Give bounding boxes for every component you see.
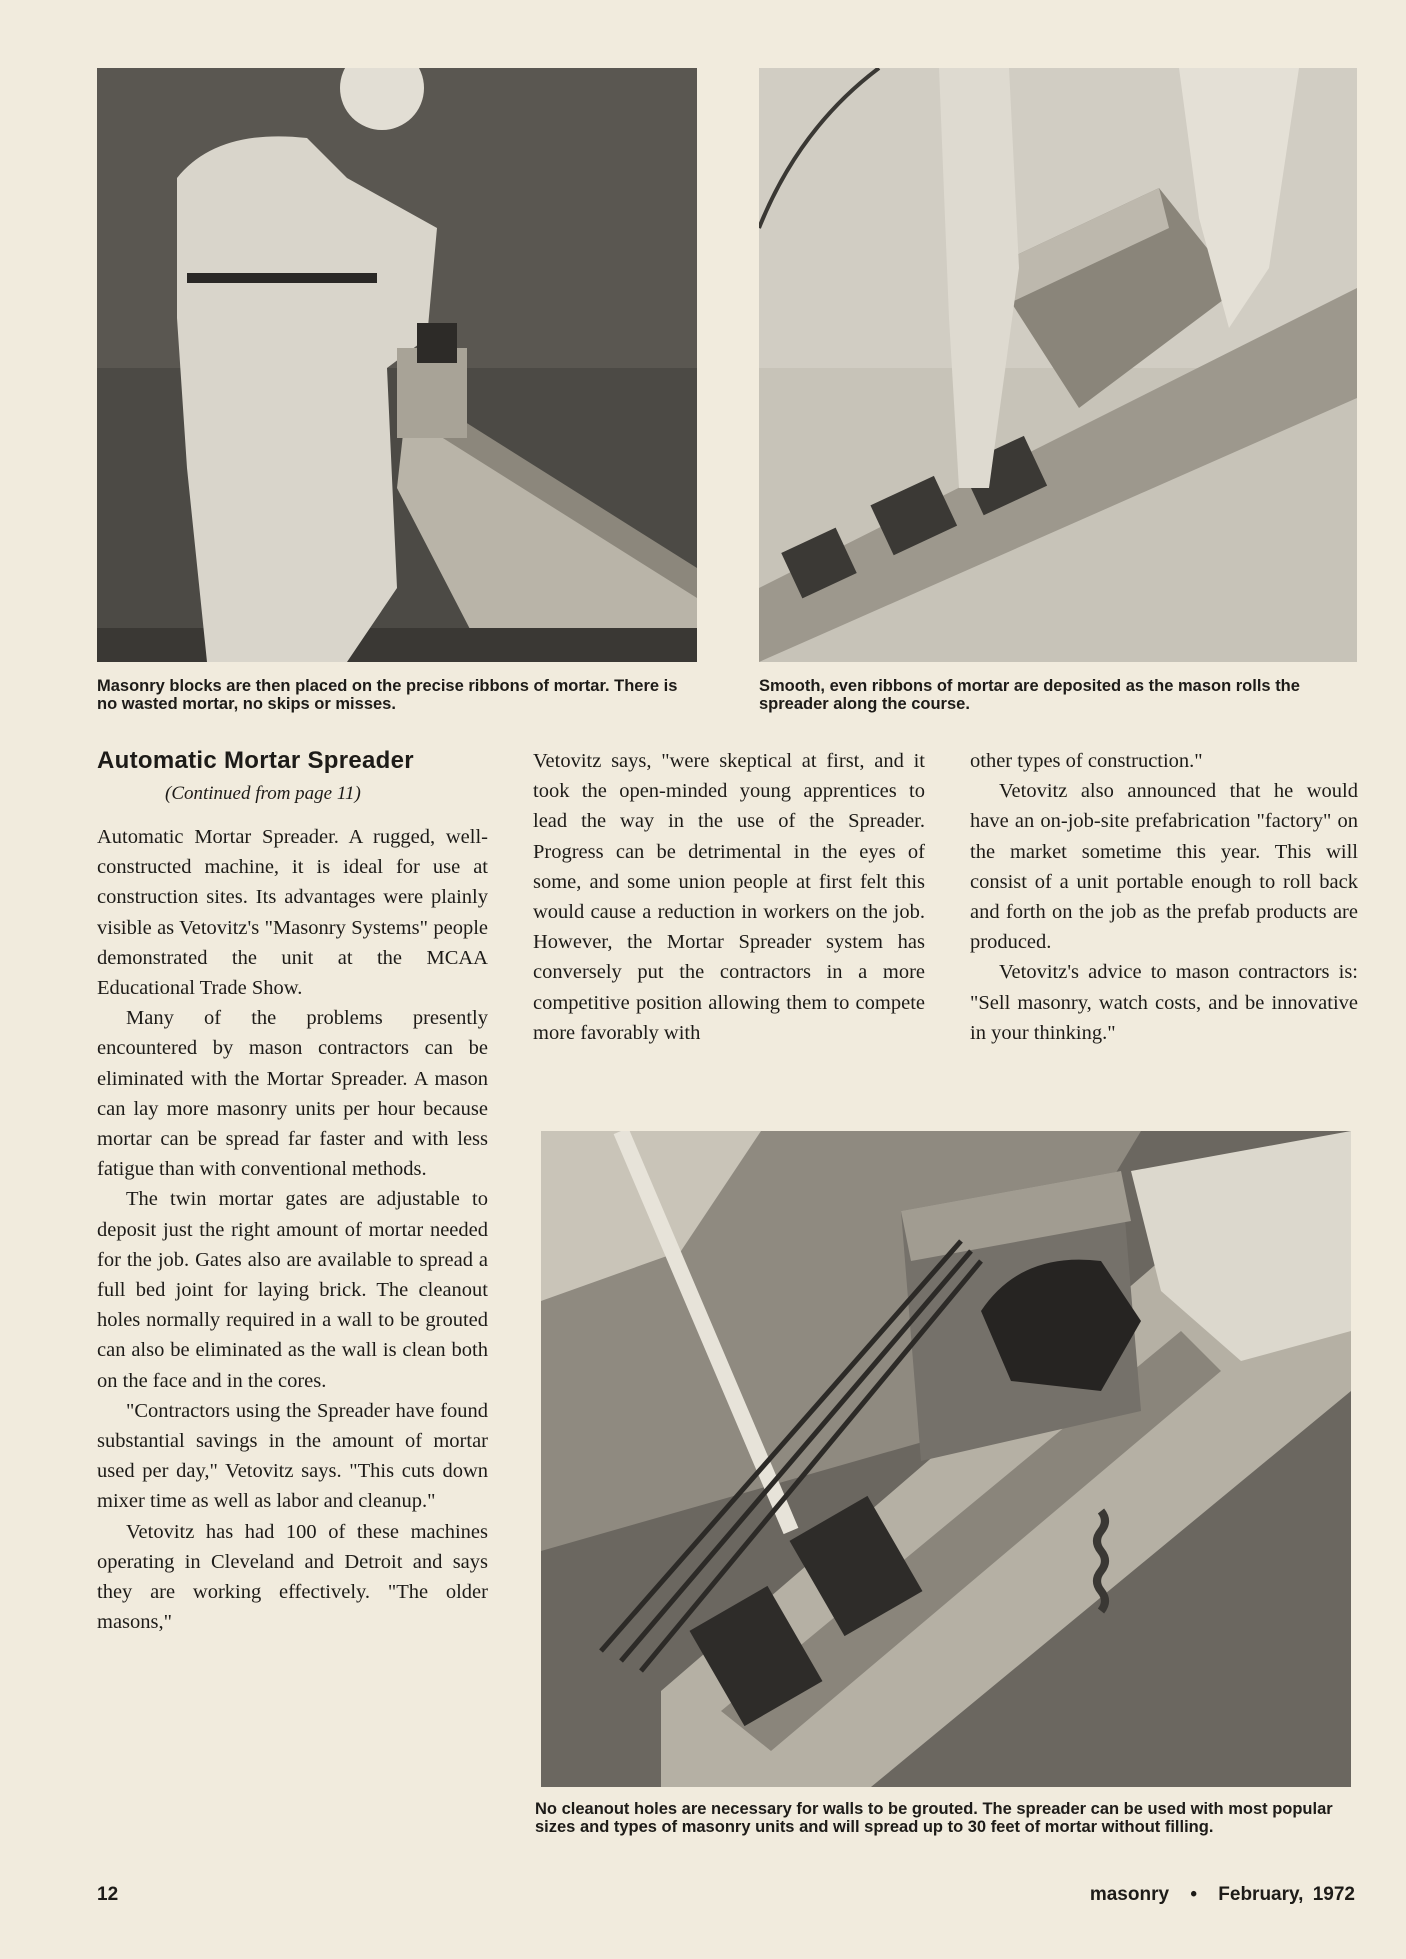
article-column-3 (970, 746, 1358, 1048)
magazine-name: masonry (1089, 1884, 1170, 1905)
article-title: Automatic Mortar Spreader (97, 747, 414, 774)
photo-caption: Masonry blocks are then placed on the precise ribbons of mortar. There is no wasted mortar, no skips or misses. (97, 677, 678, 713)
page-number: 12 (97, 1884, 119, 1905)
photo-caption: No cleanout holes are necessary for walls to be grouted. The spreader can be used with most popular sizes and types of masonry units and will spread up to 30 feet of mortar without filling. (535, 1800, 1333, 1836)
paragraph: "Contractors using the Spreader have found substantial savings in the amount of mortar used per day," Vetovitz says. "This cuts down mixer time as well as labor and cleanup." (97, 1399, 488, 1513)
continued-note: (Continued from page 11) (165, 783, 361, 804)
footer-publication (1090, 1884, 1355, 1906)
photo-mason-placing-blocks (97, 68, 697, 662)
issue-date: February, 1972 (1218, 1884, 1355, 1905)
article-column-2 (533, 746, 925, 1048)
paragraph: Vetovitz's advice to mason contractors is: "Sell masonry, watch costs, and be innovative in your thinking." (970, 961, 1358, 1044)
photo-caption: Smooth, even ribbons of mortar are deposited as the mason rolls the spreader along the course. (759, 677, 1300, 713)
paragraph: Many of the problems presently encountered by mason contractors can be eliminated with the Mortar Spreader. A mason can lay more masonry units per hour because mortar can be spread far faster and with less fatigue than with conventional methods. (97, 1007, 488, 1181)
photo-spreader-on-course (759, 68, 1357, 662)
photo-spreader-closeup (541, 1131, 1351, 1787)
paragraph: The twin mortar gates are adjustable to deposit just the right amount of mortar needed for the job. Gates also are available to spread a full bed joint for laying brick. The cleanout holes normally required in a wall to be grouted can also be eliminated as the wall is clean both on the face and in the cores. (97, 1188, 488, 1392)
paragraph: Vetovitz has had 100 of these machines operating in Cleveland and Detroit and says they are working effectively. "The older masons," (97, 1520, 488, 1634)
paragraph: Vetovitz says, "were skeptical at first, and it took the open-minded young apprentices to lead the way in the use of the Spreader. Progress can be detrimental in the eyes of some, and some union people at first felt this would cause a reduction in workers on the job. However, the Mortar Spreader system has conversely put the contractors in a more competitive position allowing them to compete more favorably with (533, 750, 925, 1044)
bullet-separator: • (1190, 1884, 1197, 1905)
article-column-1 (97, 822, 488, 1637)
paragraph: Automatic Mortar Spreader. A rugged, well-constructed machine, it is ideal for use at construction sites. Its advantages were plainly visible as Vetovitz's "Masonry Systems" people demonstrated the unit at the MCAA Educational Trade Show. (97, 826, 488, 1000)
paragraph: other types of construction." (970, 750, 1203, 772)
paragraph: Vetovitz also announced that he would have an on-job-site prefabrication "factory" on the market sometime this year. This will consist of a unit portable enough to roll back and forth on the job as the prefab products are produced. (970, 780, 1358, 954)
